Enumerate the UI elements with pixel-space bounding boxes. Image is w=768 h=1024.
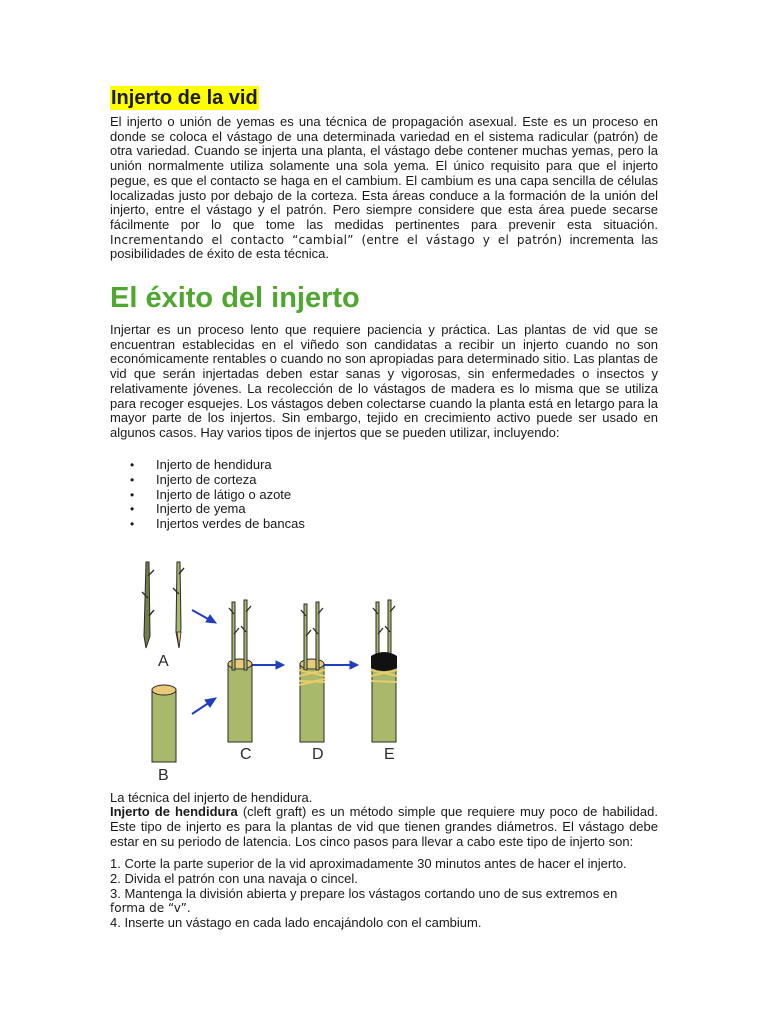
cleft-graft-paragraph <box>110 805 658 849</box>
list-item: • Injerto de corteza <box>130 473 305 488</box>
list-item: 3. Mantenga la división abierta y prepare los vástagos cortando uno de sus extremos en <box>110 885 618 901</box>
label-a: A <box>158 653 169 670</box>
label-b: B <box>158 767 169 784</box>
list-item: • Injerto de hendidura <box>130 458 305 473</box>
list-item: 1. Corte la parte superior de la vid aproximadamente 30 minutos antes de hacer el injerto. <box>110 856 627 871</box>
list-item: 4. Inserte un vástago en cada lado encajándolo con el cambium. <box>110 915 482 931</box>
scion-a <box>142 562 184 648</box>
exito-paragraph: Injertar es un proceso lento que requiere paciencia y práctica. Las plantas de vid que se encuentran establecidas en el viñedo son candidatas a recibir un injerto cuando no son económicamente rentables o cuando no son apropiadas para determinado sitio. Las plantas de vid que serán injertadas deben estar sanas y vigorosas, sin enfermedades o insectos y relativamente jóvenes. La recolección de lo vástagos de madera es lo misma que se utiliza para recoger esquejes. Los vástagos deben colectarse cuando la planta está en letargo para la mayor parte de los injertos. Sin embargo, tejido en crecimiento activo puede ser usado en algunos casos. Hay varios tipos de injertos que se pueden utilizar, incluyendo: <box>110 322 658 440</box>
label-c: C <box>240 746 252 763</box>
list-item: • Injerto de látigo o azote <box>130 488 305 503</box>
label-d: D <box>312 746 324 763</box>
list-item: • Injertos verdes de bancas <box>130 517 305 532</box>
graft-c <box>228 600 252 742</box>
section-title-injerto-vid: Injerto de la vid <box>111 87 258 109</box>
graft-d <box>299 602 325 742</box>
graft-types-list <box>130 458 305 532</box>
intro-text-end: incrementa las posibilidades de éxito de esta técnica. <box>110 231 658 262</box>
list-item: 2. Divida el patrón con una navaja o cincel. <box>110 870 358 886</box>
cleft-graft-illustration <box>130 552 430 787</box>
steps-list <box>110 857 658 931</box>
intro-text-highlight: Incrementando el contacto “cambial” (entre el vástago y el patrón) <box>110 232 563 247</box>
rootstock-b <box>152 685 176 762</box>
graft-e <box>371 600 397 742</box>
section-title-exito: El éxito del injerto <box>110 282 360 314</box>
label-e: E <box>384 746 395 763</box>
list-item: forma de “v”. <box>110 901 191 916</box>
figure-caption: La técnica del injerto de hendidura. <box>110 790 313 805</box>
intro-paragraph <box>110 115 658 262</box>
list-item: • Injerto de yema <box>130 502 305 517</box>
cleft-graft-text: (cleft graft) es un método simple que requiere muy poco de habilidad. Este tipo de injerto es para la plantas de vid que tienen grandes diámetros. El vástago debe estar en su periodo de latencia. Los cinco pasos para llevar a cabo este tipo de injerto son: <box>110 804 658 849</box>
arrow-icon <box>192 610 358 714</box>
intro-text: El injerto o unión de yemas es una técnica de propagación asexual. Este es un proceso en donde se coloca el vástago de una determinada variedad en el sistema radicular (patrón) de otra variedad. Cuando se injerta una planta, el vástago debe contener muchas yemas, pero la unión normalmente utiliza solamente una sola yema. El único requisito para que el injerto pegue, es que el contacto se haga en el cambium. El cambium es una capa sencilla de células localizadas justo por debajo de la corteza. Esta áreas conduce a la formación de la unión del injerto, entre el vástago y el patrón. Pero siempre considere que esta área puede secarse fácilmente por lo que tome las medidas pertinentes para prevenir esta situación. <box>110 114 658 232</box>
cleft-graft-term: Injerto de hendidura <box>110 804 238 819</box>
